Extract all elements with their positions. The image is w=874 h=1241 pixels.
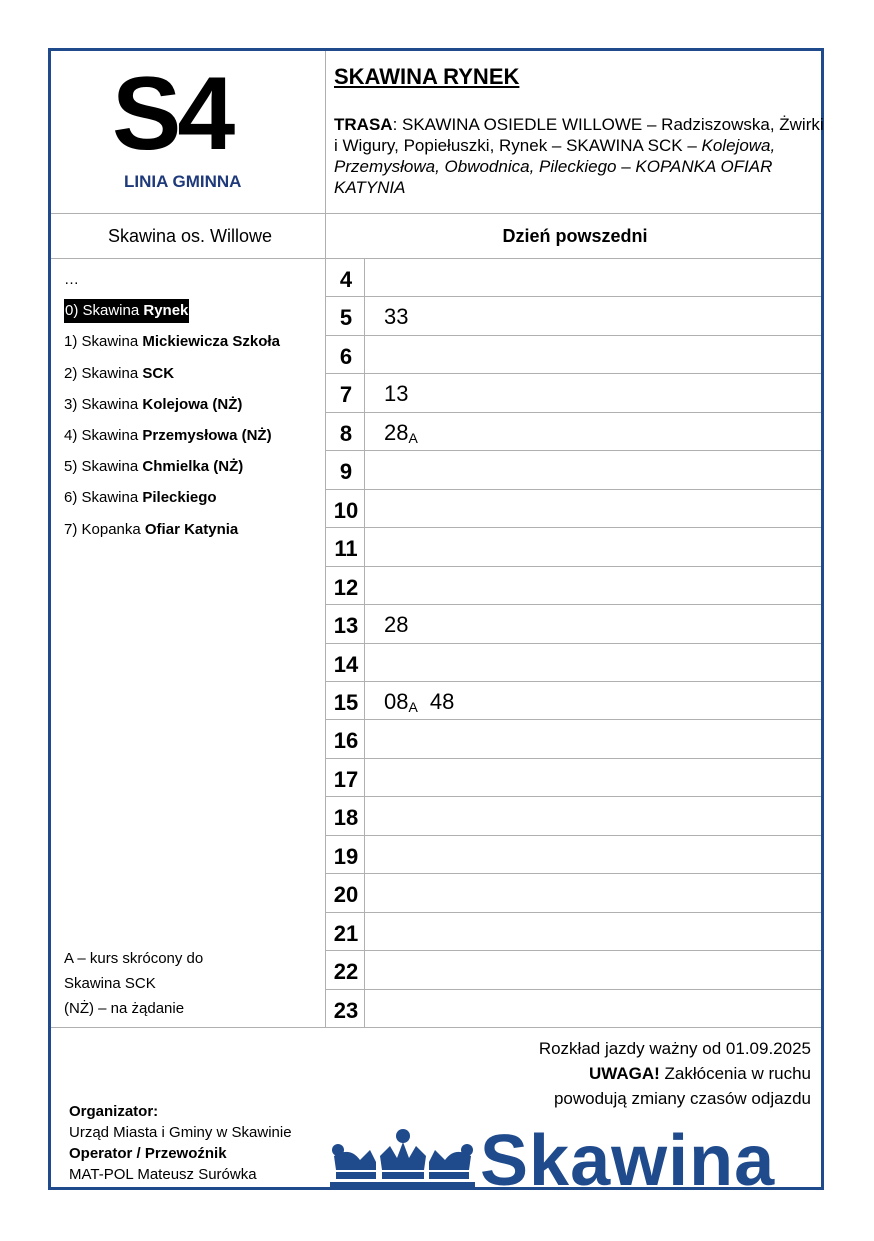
stop-item [64,393,280,424]
row-line [326,758,821,759]
row-line [326,566,821,567]
route-part-1: : SKAWINA OSIEDLE WILLOWE – Radziszowska, Żwirki i Wigury, Popiełuszki, Rynek – SKAWINA SCK – [334,115,824,155]
stop-text [64,489,217,506]
hour-cell: 17 [333,766,359,792]
minute-value: 33 [384,304,409,330]
hour-cell: 9 [339,459,353,485]
departure-note: A [408,429,418,446]
hour-cell: 7 [339,382,353,408]
route-description [334,114,824,198]
header-bottom-line [51,213,821,214]
stop-prefix: 7) Kopanka [64,520,145,538]
stop-text [64,521,238,538]
stop-prefix: 0) Skawina [65,302,144,320]
warning-text-2: powodują zmiany czasów odjazdu [553,1089,811,1108]
stop-prefix: 5) Skawina [64,458,143,476]
from-stop: Skawina os. Willowe [107,226,273,246]
current-stop-highlight [64,299,189,323]
crown-icon [330,1126,475,1192]
stop-name: Rynek [143,302,189,320]
stop-item [64,424,280,455]
valid-from: Rozkład jazdy ważny od 01.09.2025 [538,1039,811,1058]
operator-label: Operator / Przewoźnik [69,1145,227,1162]
stop-name: Chmielka (NŻ) [142,458,244,476]
minute-value: 28 [384,419,409,445]
departure-minute [384,381,408,406]
stop-text [64,396,242,413]
row-line [326,989,821,990]
departures-cell [384,420,430,446]
validity-note [539,1036,811,1111]
organizer-name: Urząd Miasta i Gminy w Skawinie [69,1124,292,1141]
hour-cell: 22 [333,959,359,985]
stop-name: Ofiar Katynia [144,520,239,538]
logo-text: Skawina [480,1126,776,1192]
row-line [326,450,821,451]
stop-name: Mickiewicza Szkoła [142,333,280,351]
departure-minute [384,304,408,329]
hour-cell: 13 [333,613,359,639]
departure-minute [384,612,408,637]
warning-text-1: Zakłócenia w ruchu [659,1064,811,1083]
hour-cell: 19 [333,843,359,869]
hour-cell: 11 [334,536,358,562]
stop-list [64,268,280,549]
stop-item [64,330,280,361]
stop-name: Pileckiego [142,489,217,507]
row-line [326,527,821,528]
departure-minute [384,689,418,714]
warning [539,1061,811,1086]
legend-line: (NŻ) – na żądanie [64,1000,185,1017]
row-line [326,335,821,336]
stop-item [64,518,280,549]
skawina-logo [330,1126,824,1192]
departure-minute [430,689,454,714]
row-line [326,950,821,951]
legend-line: A – kurs skrócony do [64,950,204,967]
row-line [326,489,821,490]
hour-cell: 18 [333,805,359,831]
stop-name: Kolejowa (NŻ) [142,395,243,413]
route-part-3: KOPANKA OFIAR KATYNIA [334,157,773,197]
stop-title: SKAWINA RYNEK [334,64,520,89]
stop-prefix: … [64,271,79,288]
stop-text [64,365,174,382]
line-number: S4 [112,56,232,172]
line-type-label: LINIA GMINNA [124,172,242,191]
hour-cell: 20 [333,882,359,908]
route-dash: – [616,157,636,176]
day-type: Dzień powszedni [502,226,648,246]
warning-label: UWAGA! [588,1064,660,1083]
row-line [326,681,821,682]
stop-text [64,333,280,350]
stop-name: Przemysłowa (NŻ) [142,426,272,444]
row-line [326,912,821,913]
minute-value: 48 [429,688,455,714]
departures-cell [384,612,420,638]
stop-prefix: 2) Skawina [64,364,143,382]
hour-cell: 10 [333,497,359,523]
minute-value: 08 [384,688,409,714]
stop-item [64,362,280,393]
departures-cell [384,304,420,330]
hour-cell: 16 [333,728,359,754]
stop-prefix: 3) Skawina [64,395,143,413]
minute-value: 13 [384,381,409,407]
header-divider [325,51,326,1027]
row-line [326,719,821,720]
operator-name: MAT-POL Mateusz Surówka [69,1166,257,1183]
hour-cell: 5 [339,305,353,331]
table-bottom-line [51,1027,821,1028]
stop-text [64,427,272,444]
minute-value: 28 [384,612,409,638]
hour-cell: 12 [333,574,359,600]
stop-prefix: 6) Skawina [64,489,143,507]
hour-cell: 21 [333,920,359,946]
row-line [326,412,821,413]
row-line [326,643,821,644]
legend-line: Skawina SCK [64,975,156,992]
row-line [326,796,821,797]
hour-cell: 23 [333,997,359,1023]
stop-item [64,486,280,517]
stop-name: SCK [142,364,175,382]
route-part-2: Kolejowa, Przemysłowa, Obwodnica, Pileckiego [334,136,776,176]
organizer-label: Organizator: [69,1103,159,1120]
stop-prefix: 1) Skawina [64,333,143,351]
route-label: TRASA [334,115,393,134]
row-line [326,604,821,605]
departure-note: A [408,698,418,715]
departures-cell [384,381,420,407]
departure-minute [384,420,418,445]
organizer-block [69,1101,292,1185]
subheader-bottom-line [51,258,821,259]
row-line [326,873,821,874]
stop-item [64,299,280,330]
row-line [326,296,821,297]
hour-cell: 15 [333,689,359,715]
hour-cell: 4 [339,267,353,292]
stop-prefix: 4) Skawina [64,426,143,444]
hour-cell: 14 [333,651,359,677]
departures-cell [384,689,466,715]
stop-item [64,268,280,299]
row-line [326,835,821,836]
legend [64,946,203,1021]
stop-item [64,455,280,486]
hour-cell: 8 [339,420,353,446]
row-line [326,373,821,374]
stop-text [64,271,79,288]
hour-cell: 6 [339,343,353,369]
stop-text [64,458,243,475]
